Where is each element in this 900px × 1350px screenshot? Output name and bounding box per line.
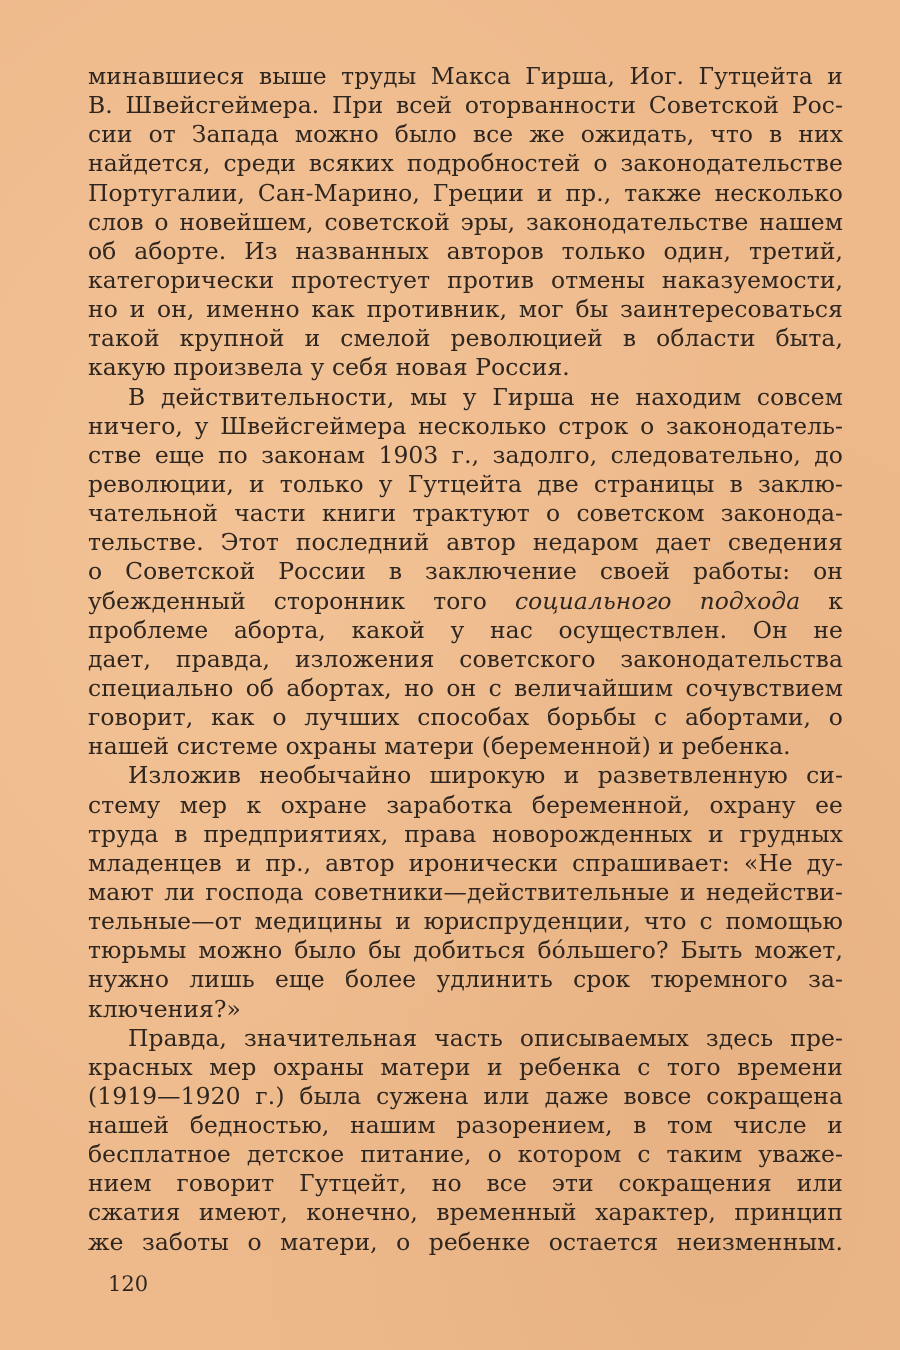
text-line: какую произвела у себя новая Россия. [88, 353, 570, 382]
text-line: сии от Запада можно было все же ожидать, что в них [88, 120, 843, 149]
text-line: о Советской России в заключение своей работы: он [88, 557, 843, 586]
text-line: тельные—от медицины и юриспруденции, что с помощью [88, 907, 843, 936]
text-line: говорит, как о лучших способах борьбы с абортами, о [88, 703, 843, 732]
text-line: дает, правда, изложения советского законодательства [88, 644, 843, 673]
text-line: сжатия имеют, конечно, временный характер, принцип [88, 1198, 843, 1227]
text-line: нашей системе охраны матери (беременной) и ребенка. [88, 732, 791, 761]
text-line: Изложив необычайно широкую и разветвленную си- [128, 761, 843, 790]
body-text [88, 62, 843, 1257]
text-line: красных мер охраны матери и ребенка с того времени [88, 1052, 843, 1081]
text-line: стему мер к охране заработка беременной, охрану ее [88, 790, 843, 819]
text-line: тельстве. Этот последний автор недаром дает сведения [88, 528, 843, 557]
text-line: нием говорит Гутцейт, но все эти сокращения или [88, 1169, 843, 1198]
text-line: революции, и только у Гутцейта две страницы в заклю- [88, 469, 843, 498]
text-line: об аборте. Из названных авторов только один, третий, [88, 236, 843, 265]
text-line: младенцев и пр., автор иронически спрашивает: «Не ду- [88, 848, 843, 877]
text-line: В действительности, мы у Гирша не находим совсем [128, 382, 843, 411]
text-line: такой крупной и смелой революцией в области быта, [88, 324, 843, 353]
text-line: но и он, именно как противник, мог бы заинтересоваться [88, 295, 843, 324]
text-line: найдется, среди всяких подробностей о законодательстве [88, 149, 843, 178]
text-line: чательной части книги трактуют о советском законода- [88, 499, 843, 528]
text-line-with-emphasis [88, 587, 843, 616]
text-line: слов о новейшем, советской эры, законодательстве нашем [88, 207, 843, 236]
text-line: специально об абортах, но он с величайшим сочувствием [88, 673, 843, 702]
text-line: проблеме аборта, какой у нас осуществлен. Он не [88, 615, 843, 644]
text-line: Правда, значительная часть описываемых здесь пре- [128, 1023, 843, 1052]
text-line: бесплатное детское питание, о котором с таким уваже- [88, 1140, 843, 1169]
text-fragment: к [828, 586, 843, 615]
text-line: мают ли господа советники—действительные и недействи- [88, 877, 843, 906]
text-fragment: убежденный сторонник того [88, 586, 487, 615]
text-line: труда в предприятиях, права новорожденных и грудных [88, 819, 843, 848]
text-line: категорически протестует против отмены наказуемости, [88, 265, 843, 294]
text-line: (1919—1920 г.) была сужена или даже вовсе сокращена [88, 1081, 843, 1110]
text-line: нужно лишь еще более удлинить срок тюремного за- [88, 965, 843, 994]
text-line: же заботы о матери, о ребенке остается неизменным. [88, 1227, 843, 1256]
text-line: В. Швейсгеймера. При всей оторванности Советской Рос- [88, 91, 843, 120]
text-line: стве еще по законам 1903 г., задолго, следовательно, до [88, 440, 843, 469]
text-line: тюрьмы можно было бы добиться бо́льшего? Быть может, [88, 936, 843, 965]
text-line: минавшиеся выше труды Макса Гирша, Иог. Гутцейта и [88, 62, 843, 90]
emphasized-phrase: социального подхода [514, 586, 801, 615]
text-line: нашей бедностью, нашим разорением, в том числе и [88, 1111, 843, 1140]
text-line: ключения?» [88, 994, 241, 1023]
text-line: ничего, у Швейсгеймера несколько строк о законодатель- [88, 411, 843, 440]
page-number: 120 [108, 1272, 149, 1296]
text-line: Португалии, Сан-Марино, Греции и пр., также несколько [88, 178, 843, 207]
